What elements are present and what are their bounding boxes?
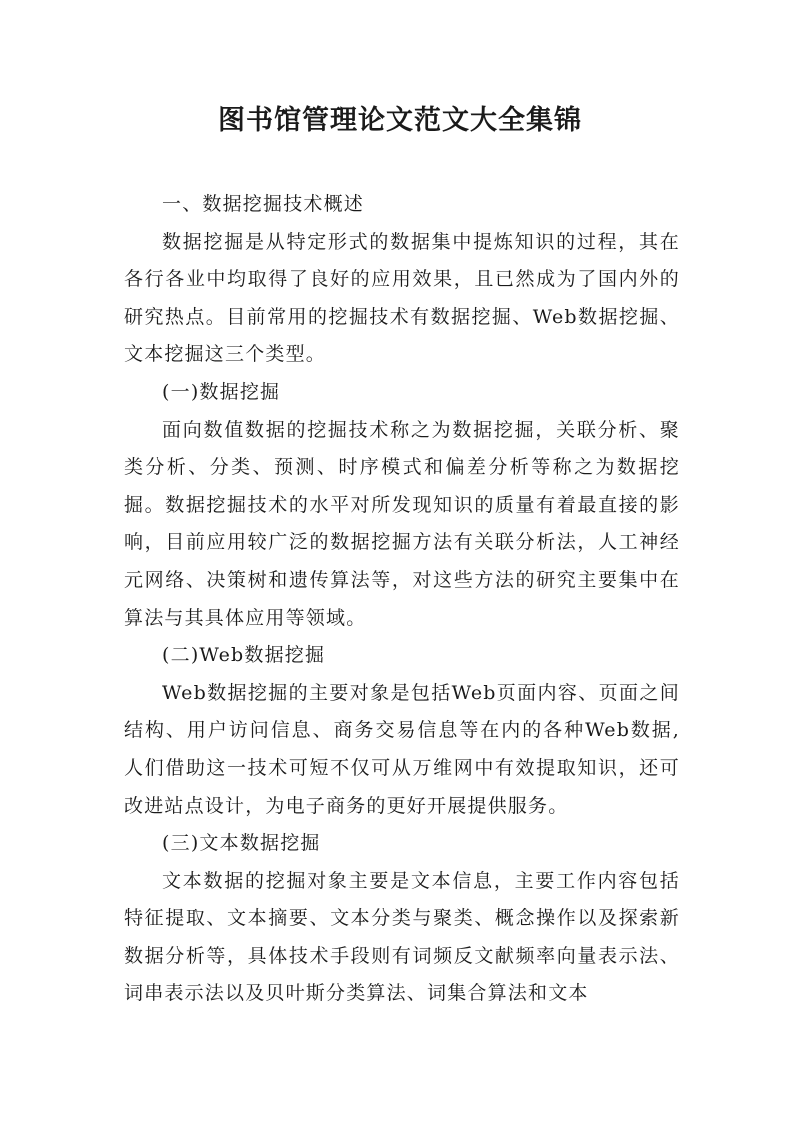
subsection-heading: (一)数据挖掘	[162, 380, 281, 403]
section-heading: 一、数据挖掘技术概述	[162, 193, 365, 215]
subsection-heading: (二)Web数据挖掘	[162, 644, 326, 667]
document-title: 图书馆管理论文范文大全集锦	[218, 105, 582, 136]
subsection-heading: (三)文本数据挖掘	[162, 832, 321, 855]
paragraph: Web数据挖掘的主要对象是包括Web页面内容、页面之间结构、用户访问信息、商务交易信息等在内的各种Web数据,人们借助这一技术可短不仅可从万维网中有效提取知识，还可改进站点设计，为电子商务的更好开展提供服务。	[124, 681, 680, 817]
paragraph: 数据挖掘是从特定形式的数据集中提炼知识的过程，其在各行各业中均取得了良好的应用效果，且已然成为了国内外的研究热点。目前常用的挖掘技术有数据挖掘、Web数据挖掘、文本挖掘这三个类型。	[124, 230, 680, 366]
paragraph: 面向数值数据的挖掘技术称之为数据挖掘，关联分析、聚类分析、分类、预测、时序模式和偏差分析等称之为数据挖掘。数据挖掘技术的水平对所发现知识的质量有着最直接的影响，目前应用较广泛的数据挖掘方法有关联分析法，人工神经元网络、决策树和遗传算法等，对这些方法的研究主要集中在算法与其具体应用等领域。	[124, 418, 680, 629]
document-body	[124, 186, 680, 1013]
paragraph: 文本数据的挖掘对象主要是文本信息，主要工作内容包括特征提取、文本摘要、文本分类与聚类、概念操作以及探索新数据分析等，具体技术手段则有词频反文献频率向量表示法、词串表示法以及贝叶斯分类算法、词集合算法和文本	[124, 869, 680, 1005]
